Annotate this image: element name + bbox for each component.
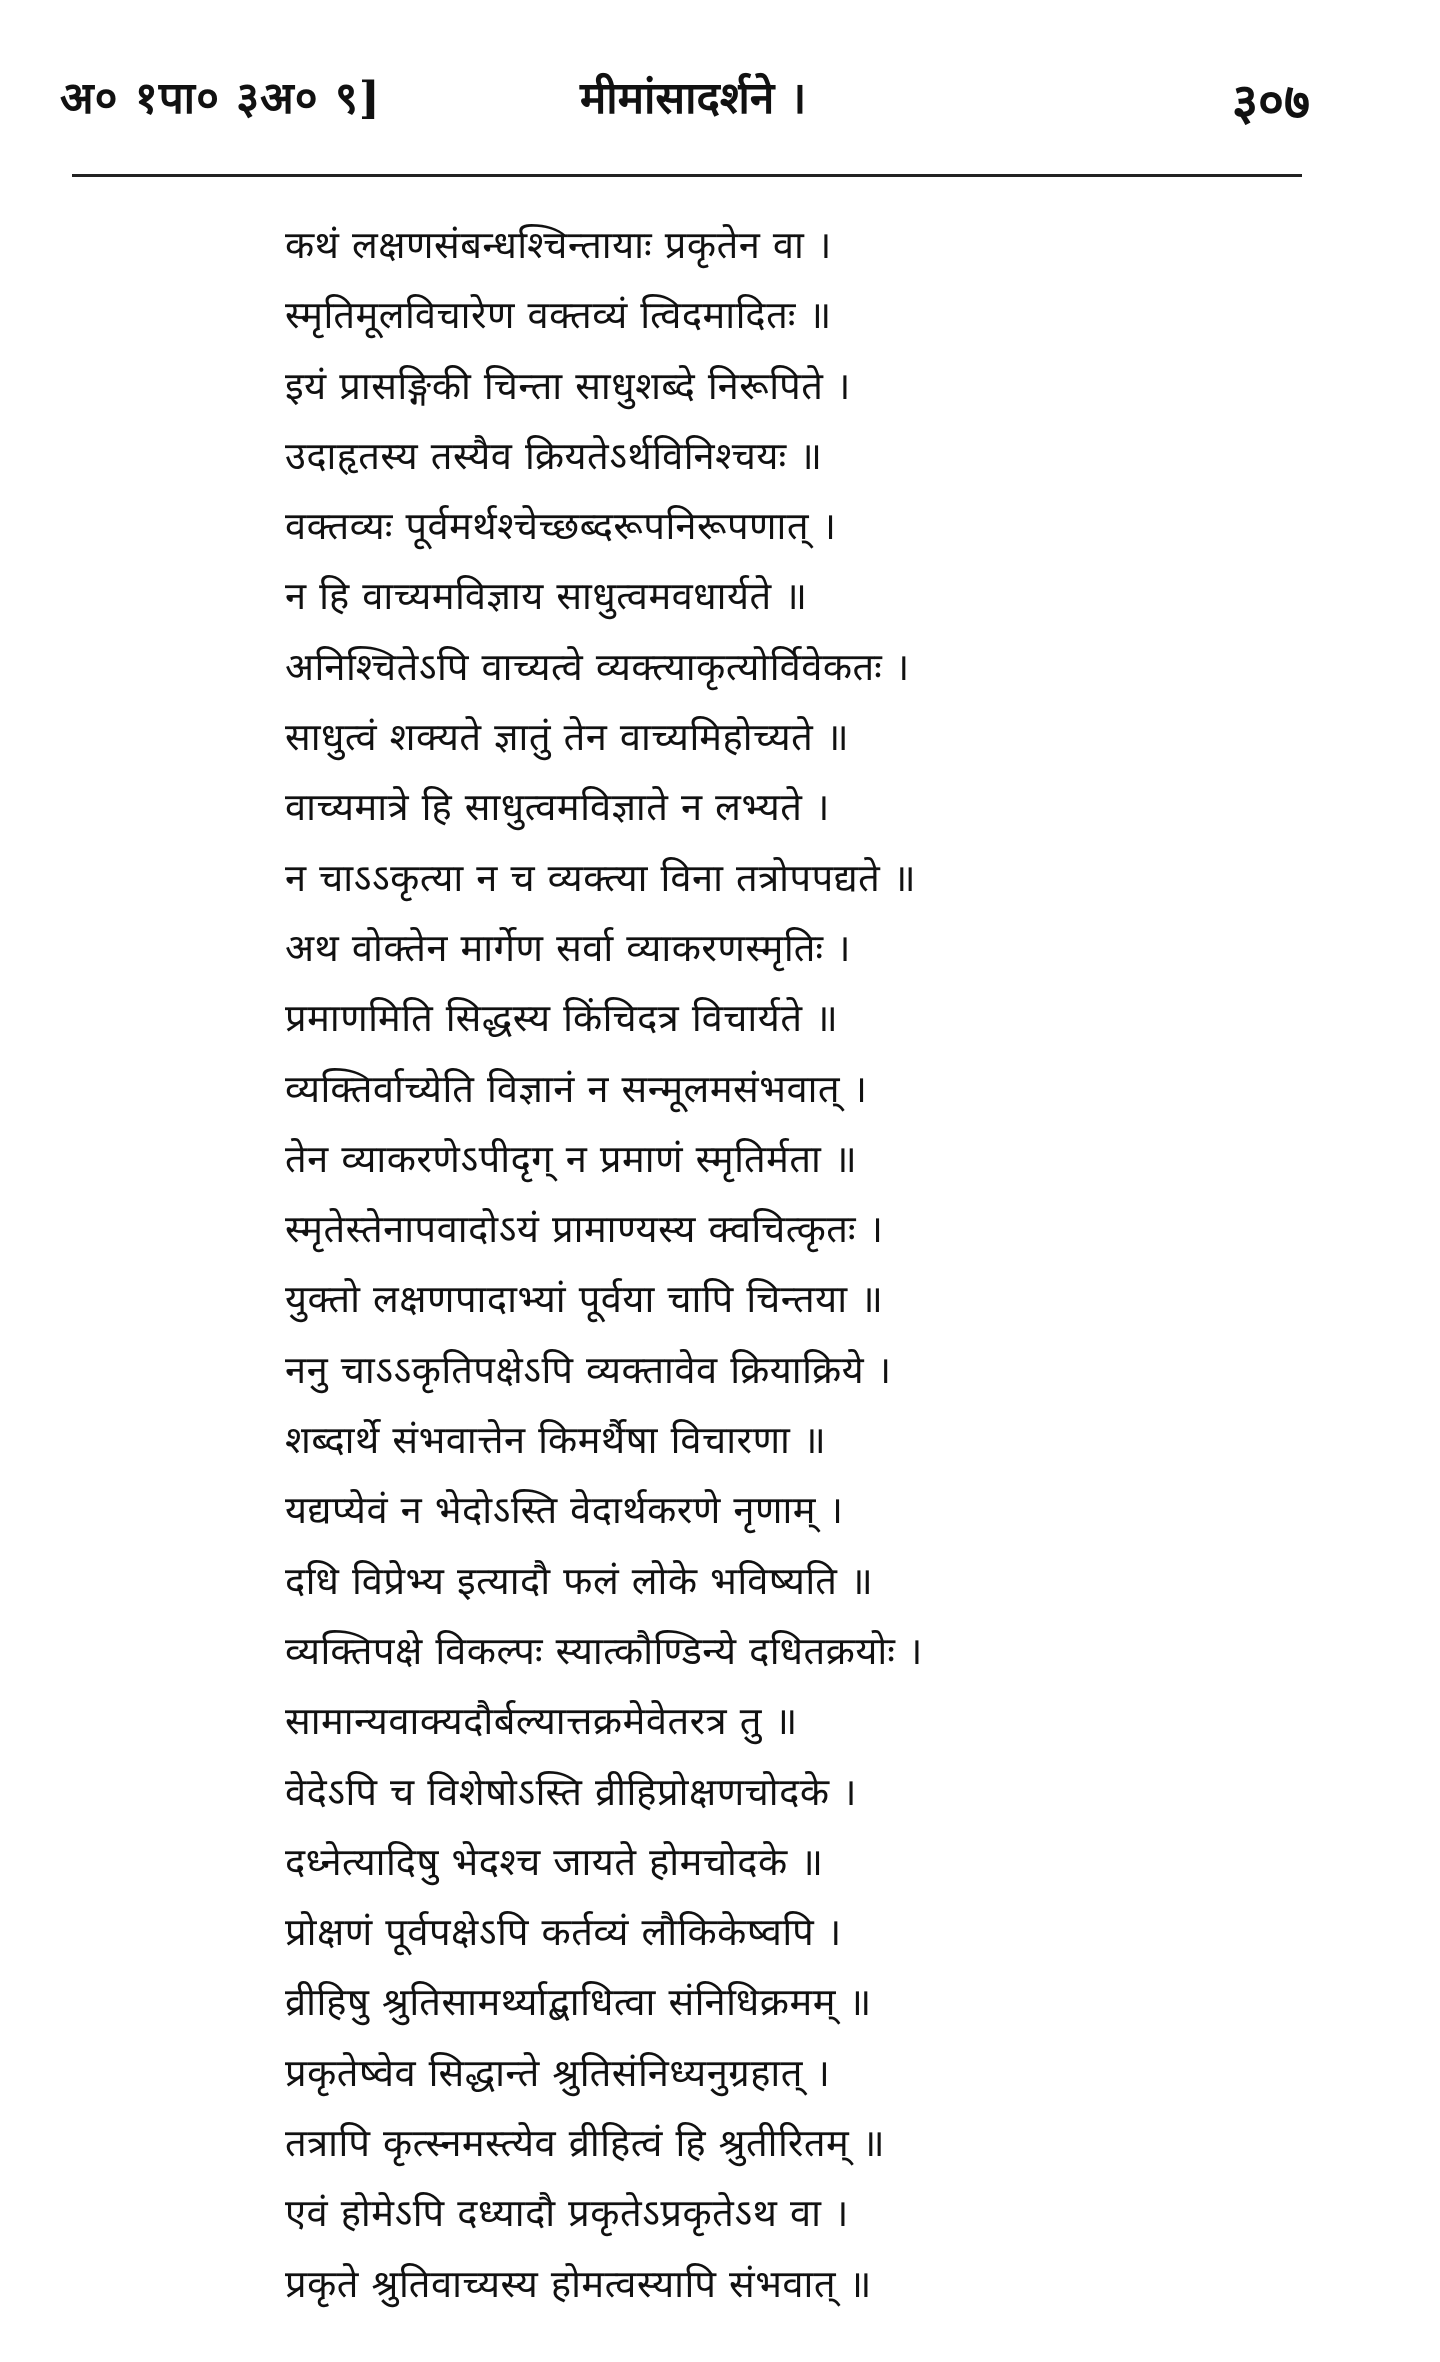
running-title: मीमांसादर्शने । [580,73,807,124]
verse-line: व्यक्तिर्वाच्येति विज्ञानं न सन्मूलमसंभवात् । [285,1066,868,1111]
verse-line: व्रीहिषु श्रुतिसामर्थ्याद्बाधित्वा संनिधिक्रमम् ॥ [285,1980,872,2025]
verse-line: इयं प्रासङ्गिकी चिन्ता साधुशब्दे निरूपिते । [285,363,851,408]
verse-line: शब्दार्थे संभवात्तेन किमर्थैषा विचारणा ॥ [285,1418,827,1463]
verse-line: न चाऽऽकृत्या न च व्यक्त्या विना तत्रोपपद्यते ॥ [285,855,917,900]
verse-line: व्यक्तिपक्षे विकल्पः स्यात्कौण्डिन्ये दधितक्रयोः । [285,1628,923,1673]
verse-line: तत्रापि कृत्स्नमस्त्येव व्रीहित्वं हि श्रुतीरितम् ॥ [285,2121,886,2166]
chapter-reference: अ० १पा० ३अ० ९] [60,73,381,124]
verse-line: स्मृतिमूलविचारेण वक्तव्यं त्विदमादितः ॥ [285,293,832,338]
verse-line: तेन व्याकरणेऽपीदृग् न प्रमाणं स्मृतिर्मता ॥ [285,1136,858,1181]
verse-line: अथ वोक्तेन मार्गेण सर्वा व्याकरणस्मृतिः । [285,925,852,970]
verse-line: प्रोक्षणं पूर्वपक्षेऽपि कर्तव्यं लौकिकेष्वपि । [285,1910,842,1955]
verse-line: यद्यप्येवं न भेदोऽस्ति वेदार्थकरणे नृणाम् । [285,1488,844,1533]
verse-line: वक्तव्यः पूर्वमर्थश्चेच्छब्दरूपनिरूपणात् । [285,504,837,549]
header-rule [72,174,1302,177]
page-number: ३०७ [1232,72,1310,131]
verse-line: दध्नेत्यादिषु भेदश्च जायते होमचोदके ॥ [285,1839,824,1884]
verse-line: प्रकृतेष्वेव सिद्धान्ते श्रुतिसंनिध्यनुग्रहात् । [285,2050,831,2095]
verse-line: वेदेऽपि च विशेषोऽस्ति व्रीहिप्रोक्षणचोदके । [285,1769,857,1814]
page-header [60,58,1310,148]
verse-line: प्रकृते श्रुतिवाच्यस्य होमत्वस्यापि संभवात् ॥ [285,2261,872,2306]
verse-line: सामान्यवाक्यदौर्बल्यात्तक्रमेवेतरत्र तु ॥ [285,1699,798,1744]
verse-line: उदाहृतस्य तस्यैव क्रियतेऽर्थविनिश्चयः ॥ [285,433,823,478]
verse-line: ननु चाऽऽकृतिपक्षेऽपि व्यक्तावेव क्रियाक्रिये । [285,1347,892,1392]
verse-line: साधुत्वं शक्यते ज्ञातुं तेन वाच्यमिहोच्यते ॥ [285,715,850,760]
verse-block [285,210,1285,2319]
verse-line: वाच्यमात्रे हि साधुत्वमविज्ञाते न लभ्यते । [285,785,830,830]
verse-line: एवं होमेऽपि दध्यादौ प्रकृतेऽप्रकृतेऽथ वा । [285,2191,849,2236]
verse-line: दधि विप्रेभ्य इत्यादौ फलं लोके भविष्यति ॥ [285,1558,874,1603]
verse-line: स्मृतेस्तेनापवादोऽयं प्रामाण्यस्य क्वचित्कृतः । [285,1207,884,1252]
verse-line: कथं लक्षणसंबन्धश्चिन्तायाः प्रकृतेन वा । [285,223,832,267]
verse-line: प्रमाणमिति सिद्धस्य किंचिदत्र विचार्यते ॥ [285,996,839,1041]
verse-line: न हि वाच्यमविज्ञाय साधुत्वमवधार्यते ॥ [285,574,808,619]
verse-line: युक्तो लक्षणपादाभ्यां पूर्वया चापि चिन्तया ॥ [285,1277,884,1322]
verse-line: अनिश्चितेऽपि वाच्यत्वे व्यक्त्याकृत्योर्विवेकतः । [285,644,910,689]
